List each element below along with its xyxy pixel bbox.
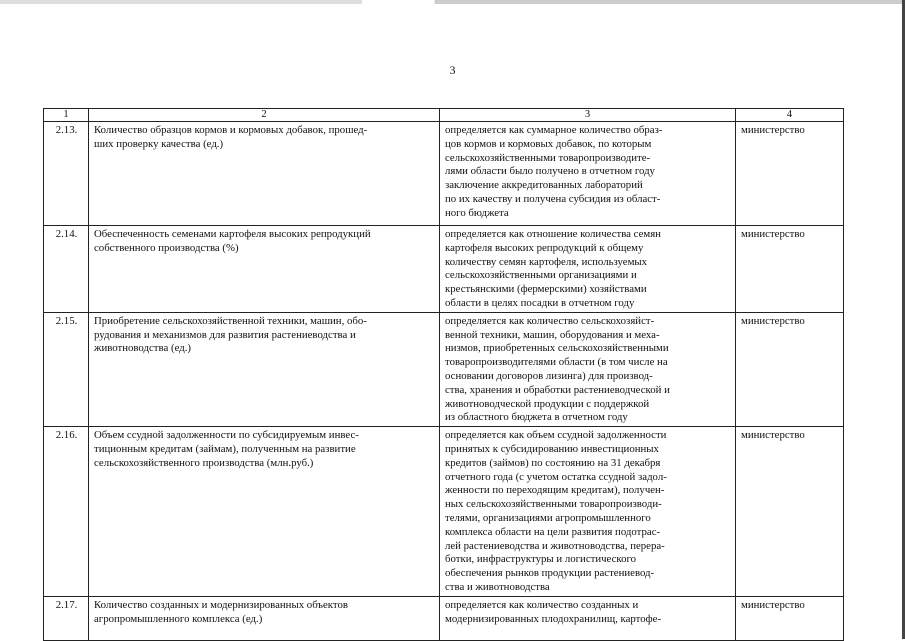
indicator-line: Количество созданных и модернизированных объектов [94,598,348,611]
method-line: определяется как суммарное количество образ- [445,124,663,136]
indicator-cell [89,312,440,426]
indicator-line: Объем ссудной задолженности по субсидируемым инвес- [94,429,359,442]
indicator-line: Обеспеченность семенами картофеля высоких репродукций [94,228,371,240]
row-number: 2.13. [44,122,89,226]
method-line: животноводческой продукции с поддержкой [445,397,650,410]
method-line: ного бюджета [445,206,509,219]
method-line: определяется как количество сельскохозяйст- [445,314,655,327]
method-line: комплекса области на цели развития подотрас- [445,525,661,538]
method-line: венной техники, машин, оборудования и меха- [445,328,660,341]
method-line: по их качеству и получена субсидия из област- [445,192,661,205]
responsible-cell: министерство [736,427,844,597]
method-line: отчетного года (с учетом остатка ссудной задол- [445,470,667,483]
method-cell [440,596,736,640]
row-number: 2.14. [44,226,89,313]
method-line: ботки, инфраструктуры и логистического [445,553,637,566]
responsible-cell: министерство [736,312,844,426]
indicator-cell [89,122,440,226]
page-number: 3 [449,63,456,77]
method-line: цов кормов и кормовых добавок, по которым [445,137,652,150]
table-header-row [44,109,844,122]
method-line: ных сельскохозяйственными товаропроизводи- [445,498,662,511]
method-line: принятых к субсидированию инвестиционных [445,442,659,455]
row-number: 2.15. [44,312,89,426]
method-line: определяется как количество созданных и [445,598,639,611]
method-cell [440,312,736,426]
indicator-line: рудования и механизмов для развития растениеводства и [94,328,356,341]
method-line: лями области было получено в отчетном году [445,165,655,178]
table-row [44,226,844,313]
method-cell [440,427,736,597]
method-line: телями, организациями агропромышленного [445,511,651,524]
method-line: лей растениеводства и животноводства, перера- [445,539,665,552]
method-line: модернизированных плодохранилищ, картофе- [445,612,662,625]
method-line: сельскохозяйственными организациями и [445,269,637,282]
method-line: области в целях посадки в отчетном году [445,296,635,309]
table-row [44,122,844,226]
method-line: женности по переходящим кредитам), получен- [445,484,665,497]
scan-edge-top [0,0,905,4]
indicator-line: агропромышленного комплекса (ед.) [94,612,263,625]
column-header: 1 [44,109,89,122]
table-row [44,427,844,597]
indicator-cell [89,427,440,597]
indicator-cell [89,226,440,313]
method-line: заключение аккредитованных лабораторий [445,179,643,192]
indicators-table [43,108,844,641]
method-line: ства, хранения и обработки растениеводческой и [445,383,670,396]
indicator-line: ших проверку качества (ед.) [94,137,224,150]
indicator-line: Приобретение сельскохозяйственной техники, машин, обо- [94,314,367,327]
method-cell [440,122,736,226]
column-header: 3 [440,109,736,122]
indicator-line: сельскохозяйственного производства (млн.руб.) [94,456,314,469]
method-line: картофеля высоких репродукций к общему [445,241,644,254]
indicator-line: Количество образцов кормов и кормовых добавок, прошед- [94,124,368,136]
method-line: кредитов (займов) по состоянию на 31 декабря [445,456,661,469]
responsible-cell: министерство [736,226,844,313]
table-row [44,596,844,640]
responsible-cell: министерство [736,122,844,226]
method-cell [440,226,736,313]
method-line: крестьянскими (фермерскими) хозяйствами [445,283,647,296]
method-line: из областного бюджета в отчетном году [445,411,628,424]
method-line: обеспечения рынков продукции растениевод- [445,567,655,580]
method-line: определяется как объем ссудной задолженности [445,429,667,442]
method-line: ства и животноводства [445,580,550,593]
table-row [44,312,844,426]
responsible-cell: министерство [736,596,844,640]
row-number: 2.17. [44,596,89,640]
column-header: 4 [736,109,844,122]
column-header: 2 [89,109,440,122]
indicator-line: собственного производства (%) [94,241,239,254]
method-line: количеству семян картофеля, используемых [445,255,648,268]
method-line: низмов, приобретенных сельскохозяйственными [445,342,669,355]
indicator-line: животноводства (ед.) [94,342,192,355]
indicator-line: тиционным кредитам (займам), полученным на развитие [94,442,356,455]
method-line: сельскохозяйственными товаропроизводите- [445,151,651,164]
method-line: определяется как отношение количества семян [445,228,661,240]
row-number: 2.16. [44,427,89,597]
method-line: основании договоров лизинга) для производ- [445,369,653,382]
method-line: товаропроизводителями области (в том числе на [445,356,668,369]
indicator-cell [89,596,440,640]
